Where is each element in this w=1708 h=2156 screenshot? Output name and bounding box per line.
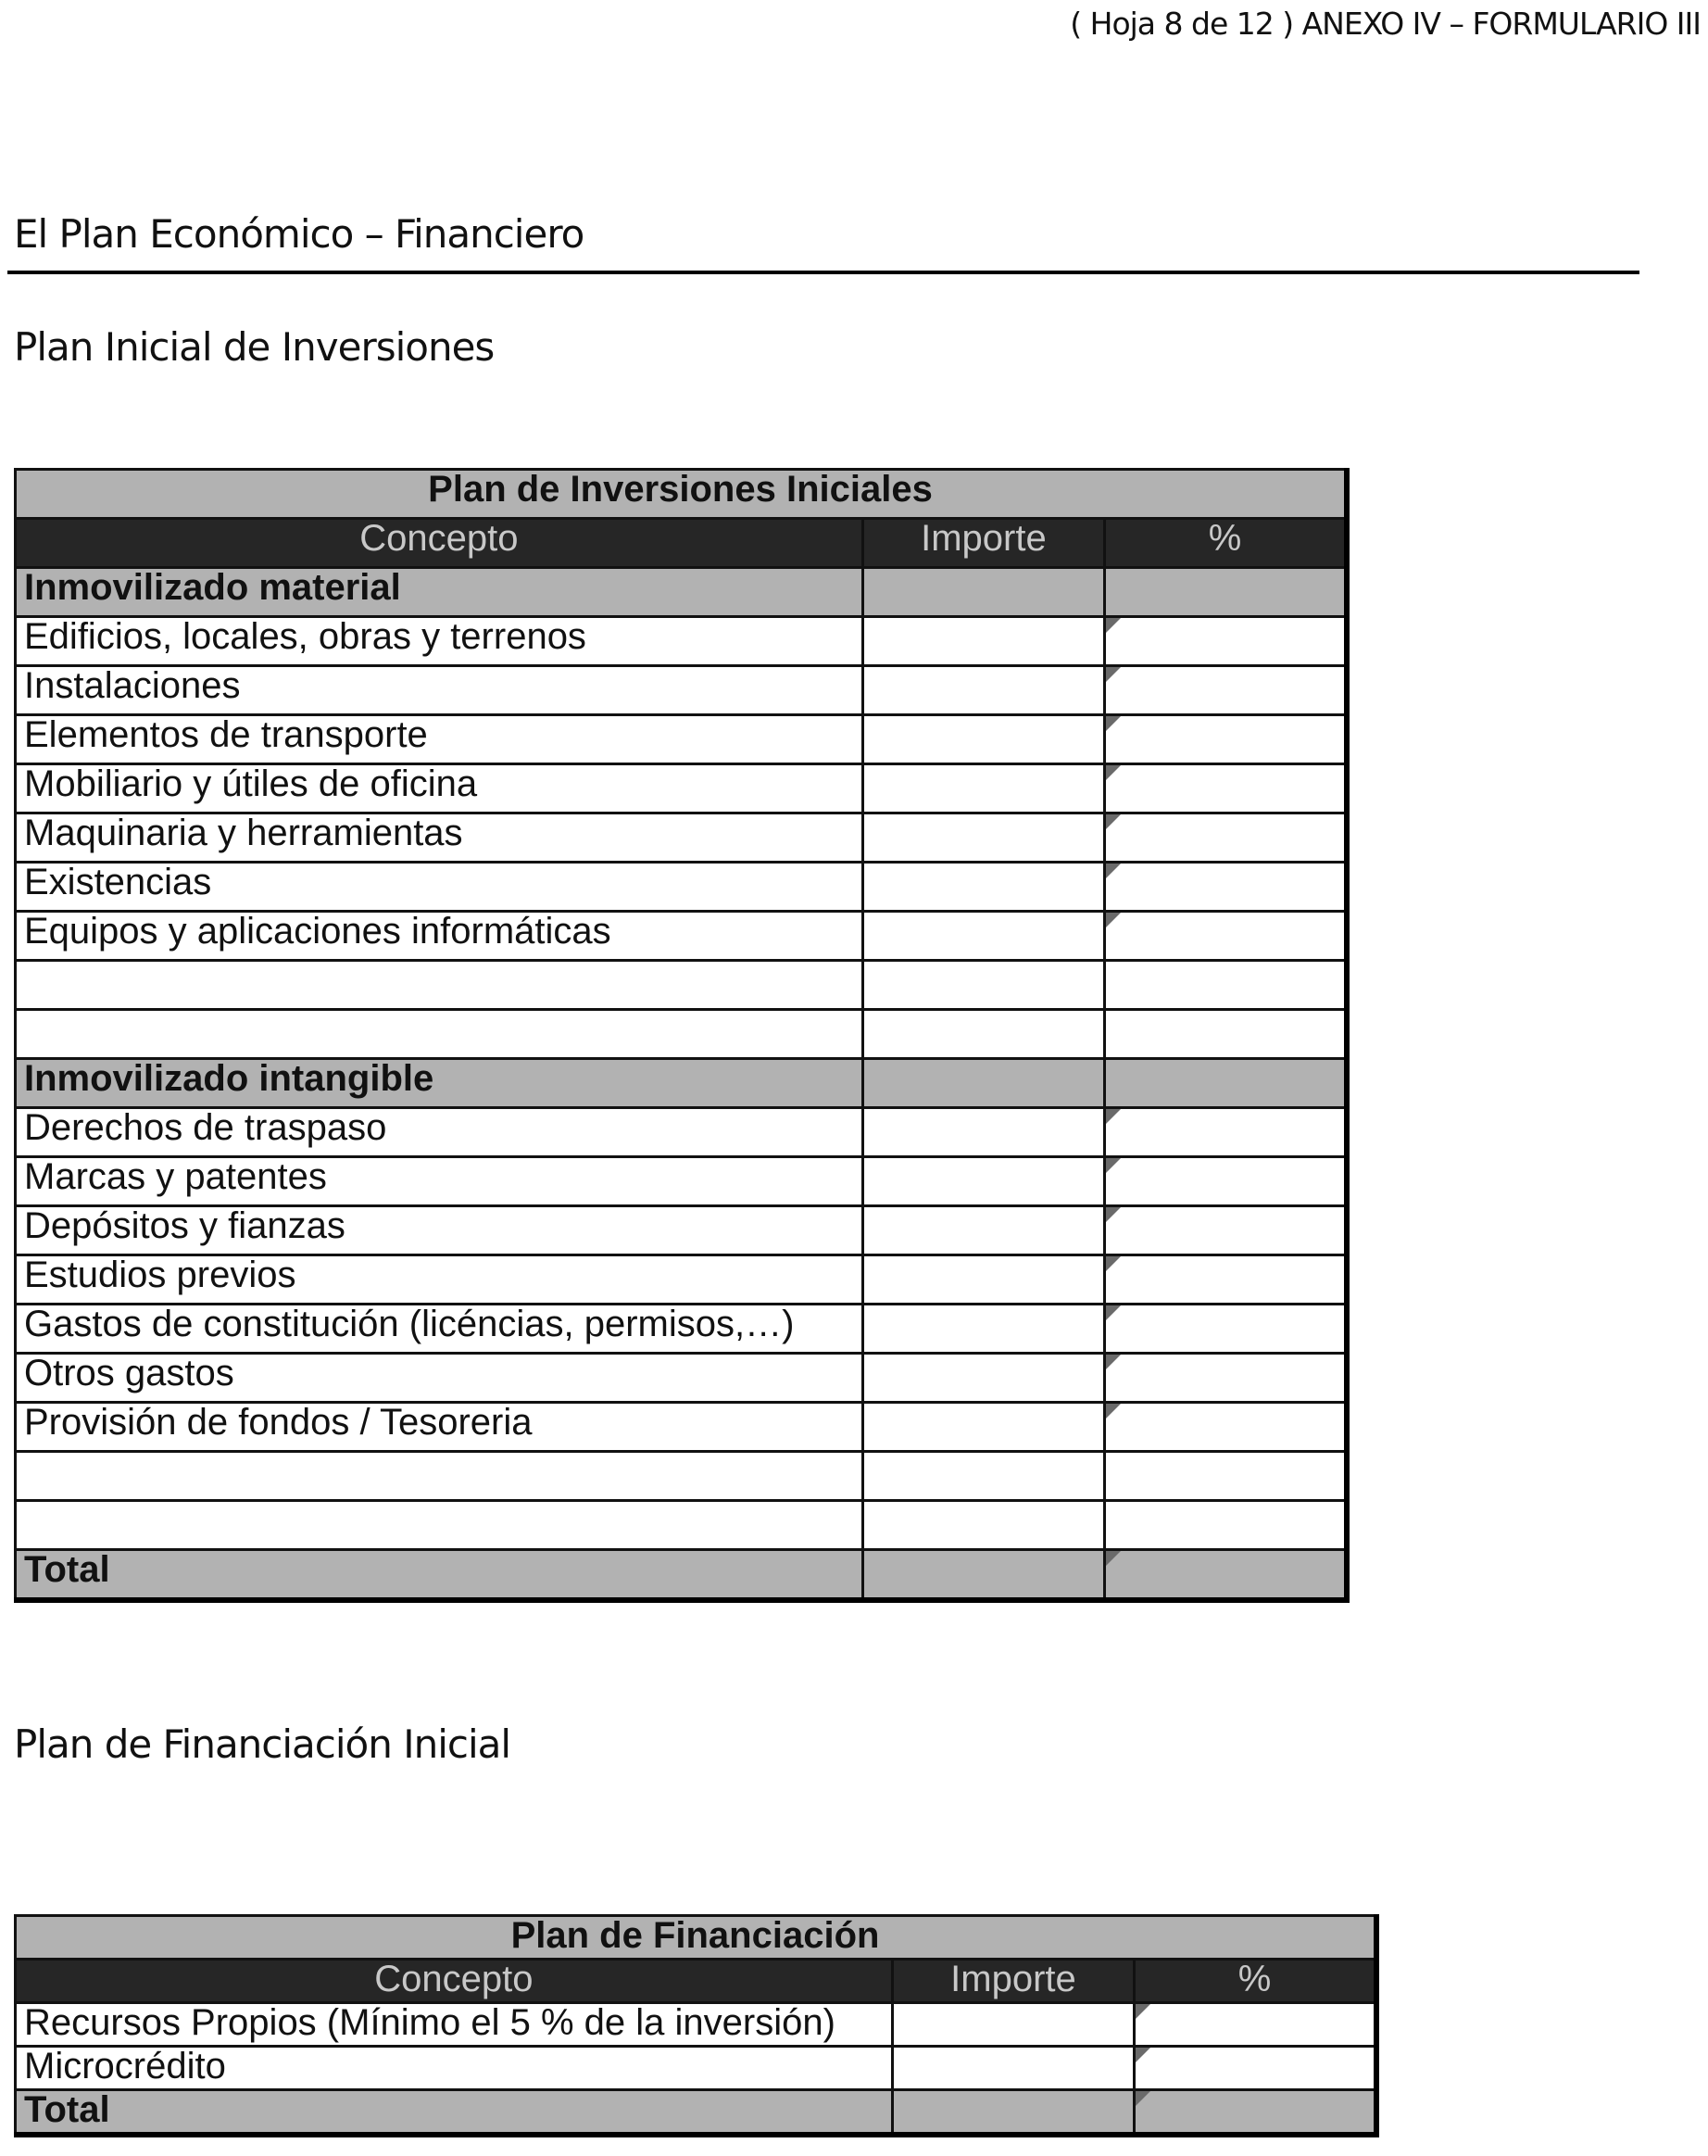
concepto-cell: Depósitos y fianzas [16, 1206, 863, 1255]
table-row [16, 912, 1348, 961]
importe-cell[interactable] [862, 1501, 1104, 1550]
table-row [16, 813, 1348, 863]
column-header-percent: % [1105, 519, 1347, 568]
column-header-concepto: Concepto [16, 1960, 893, 2003]
empty-row [16, 1010, 1348, 1059]
table-row [16, 1206, 1348, 1255]
percent-cell[interactable] [1105, 1157, 1347, 1206]
importe-cell[interactable] [862, 1255, 1104, 1305]
table-row [16, 1403, 1348, 1452]
section-heading-row [16, 1059, 1348, 1108]
column-header-concepto: Concepto [16, 519, 863, 568]
concepto-cell [16, 961, 863, 1010]
percent-cell[interactable] [1105, 1354, 1347, 1403]
percent-cell[interactable] [1105, 666, 1347, 715]
importe-cell[interactable] [862, 666, 1104, 715]
table-row [16, 764, 1348, 813]
concepto-cell: Instalaciones [16, 666, 863, 715]
concepto-cell: Gastos de constitución (licéncias, permisos,…) [16, 1305, 863, 1354]
concepto-cell: Existencias [16, 863, 863, 912]
percent-cell[interactable] [1105, 863, 1347, 912]
concepto-cell: Derechos de traspaso [16, 1108, 863, 1157]
importe-cell[interactable] [862, 1403, 1104, 1452]
importe-cell[interactable] [862, 813, 1104, 863]
percent-cell[interactable] [1105, 961, 1347, 1010]
percent-cell[interactable] [1105, 1206, 1347, 1255]
importe-cell[interactable] [862, 568, 1104, 617]
percent-cell[interactable] [1105, 1255, 1347, 1305]
table-row [16, 2047, 1377, 2090]
table-row [16, 1255, 1348, 1305]
percent-cell[interactable] [1105, 715, 1347, 764]
importe-cell[interactable] [862, 1354, 1104, 1403]
page-title: El Plan Económico – Financiero [14, 211, 584, 257]
importe-cell[interactable] [862, 715, 1104, 764]
inversiones-title-row [16, 470, 1348, 519]
inversiones-title: Plan de Inversiones Iniciales [16, 470, 1348, 519]
importe-cell[interactable] [862, 1305, 1104, 1354]
financiacion-title-row [16, 1916, 1377, 1960]
table-row [16, 1305, 1348, 1354]
concepto-cell: Edificios, locales, obras y terrenos [16, 617, 863, 666]
importe-cell[interactable] [862, 863, 1104, 912]
percent-cell[interactable] [1105, 1108, 1347, 1157]
table-row [16, 666, 1348, 715]
percent-cell[interactable] [1135, 2090, 1376, 2136]
percent-cell[interactable] [1105, 1059, 1347, 1108]
importe-cell[interactable] [892, 2090, 1134, 2136]
concepto-cell: Inmovilizado intangible [16, 1059, 863, 1108]
importe-cell[interactable] [862, 1452, 1104, 1501]
concepto-cell: Total [16, 2090, 893, 2136]
concepto-cell: Microcrédito [16, 2047, 893, 2090]
percent-cell[interactable] [1105, 1305, 1347, 1354]
table-row [16, 863, 1348, 912]
concepto-cell [16, 1452, 863, 1501]
percent-cell[interactable] [1105, 912, 1347, 961]
section-title-financiacion: Plan de Financiación Inicial [14, 1721, 511, 1767]
column-header-importe: Importe [892, 1960, 1134, 2003]
percent-cell[interactable] [1105, 1403, 1347, 1452]
concepto-cell: Elementos de transporte [16, 715, 863, 764]
concepto-cell: Equipos y aplicaciones informáticas [16, 912, 863, 961]
financiacion-header-row [16, 1960, 1377, 2003]
percent-cell[interactable] [1105, 813, 1347, 863]
importe-cell[interactable] [862, 1206, 1104, 1255]
empty-row [16, 961, 1348, 1010]
percent-cell[interactable] [1105, 1550, 1347, 1601]
importe-cell[interactable] [862, 1550, 1104, 1601]
importe-cell[interactable] [862, 1157, 1104, 1206]
concepto-cell: Otros gastos [16, 1354, 863, 1403]
concepto-cell: Mobiliario y útiles de oficina [16, 764, 863, 813]
column-header-percent: % [1135, 1960, 1376, 2003]
concepto-cell: Maquinaria y herramientas [16, 813, 863, 863]
importe-cell[interactable] [892, 2003, 1134, 2047]
inversiones-header-row [16, 519, 1348, 568]
concepto-cell [16, 1010, 863, 1059]
concepto-cell [16, 1501, 863, 1550]
inversiones-table [14, 468, 1350, 1603]
table-row [16, 1108, 1348, 1157]
percent-cell[interactable] [1105, 764, 1347, 813]
concepto-cell: Recursos Propios (Mínimo el 5 % de la inversión) [16, 2003, 893, 2047]
concepto-cell: Total [16, 1550, 863, 1601]
empty-row [16, 1452, 1348, 1501]
table-row [16, 715, 1348, 764]
importe-cell[interactable] [862, 764, 1104, 813]
table-row [16, 617, 1348, 666]
percent-cell[interactable] [1105, 568, 1347, 617]
percent-cell[interactable] [1135, 2047, 1376, 2090]
percent-cell[interactable] [1135, 2003, 1376, 2047]
section-title-inversiones: Plan Inicial de Inversiones [14, 324, 495, 370]
percent-cell[interactable] [1105, 617, 1347, 666]
concepto-cell: Estudios previos [16, 1255, 863, 1305]
percent-cell[interactable] [1105, 1452, 1347, 1501]
importe-cell[interactable] [892, 2047, 1134, 2090]
percent-cell[interactable] [1105, 1501, 1347, 1550]
title-divider [7, 271, 1639, 274]
table-row [16, 2003, 1377, 2047]
total-row [16, 1550, 1348, 1601]
importe-cell[interactable] [862, 1059, 1104, 1108]
importe-cell[interactable] [862, 1010, 1104, 1059]
financiacion-title: Plan de Financiación [16, 1916, 1377, 1960]
concepto-cell: Marcas y patentes [16, 1157, 863, 1206]
page-header: ( Hoja 8 de 12 ) ANEXO IV – FORMULARIO III [1070, 6, 1701, 42]
concepto-cell: Provisión de fondos / Tesoreria [16, 1403, 863, 1452]
total-row [16, 2090, 1377, 2136]
importe-cell[interactable] [862, 617, 1104, 666]
importe-cell[interactable] [862, 912, 1104, 961]
section-heading-row [16, 568, 1348, 617]
empty-row [16, 1501, 1348, 1550]
table-row [16, 1354, 1348, 1403]
concepto-cell: Inmovilizado material [16, 568, 863, 617]
importe-cell[interactable] [862, 961, 1104, 1010]
table-row [16, 1157, 1348, 1206]
financiacion-table [14, 1914, 1379, 2137]
column-header-importe: Importe [862, 519, 1104, 568]
percent-cell[interactable] [1105, 1010, 1347, 1059]
importe-cell[interactable] [862, 1108, 1104, 1157]
